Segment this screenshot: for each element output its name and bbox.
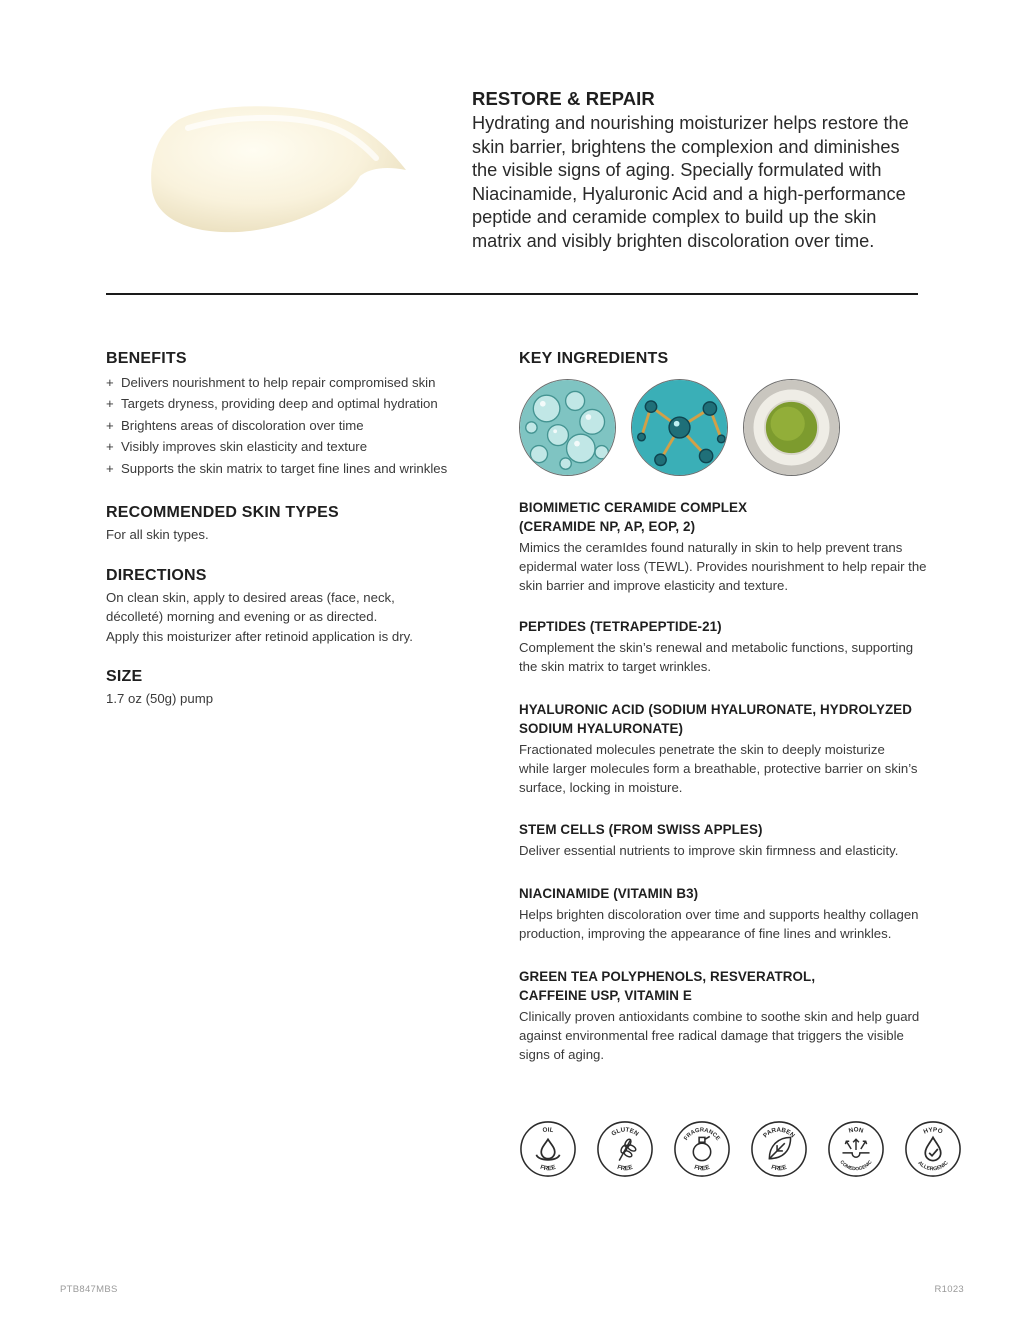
ingredient-name: HYALURONIC ACID (SODIUM HYALURONATE, HYDROLYZED SODIUM HYALURONATE) [519, 702, 913, 736]
oil-free-badge [519, 1118, 577, 1180]
footer-left-code: PTB847MBS [60, 1284, 118, 1295]
drop-check-icon [925, 1137, 940, 1160]
svg-text:HYPO: HYPO [922, 1126, 944, 1136]
left-column [106, 350, 486, 709]
skin-types-text: For all skin types. [106, 527, 209, 543]
skin-types-heading: RECOMMENDED SKIN TYPES [106, 504, 339, 522]
directions-text: On clean skin, apply to desired areas (face, neck, décolleté) morning and evening or as directed. Apply this moisturizer after retinoid application is dry. [106, 589, 413, 644]
svg-text:NON: NON [847, 1126, 865, 1135]
molecule-image [631, 379, 728, 476]
benefits-heading: BENEFITS [106, 350, 187, 367]
benefits-list [106, 372, 486, 479]
ingredient-name: PEPTIDES (TETRAPEPTIDE-21) [519, 619, 722, 634]
ingredient-name: GREEN TEA POLYPHENOLS, RESVERATROL, CAFFEINE USP, VITAMIN E [519, 969, 816, 1003]
ingredient-item [519, 498, 959, 595]
svg-text:OIL: OIL [542, 1126, 555, 1135]
ingredient-item [519, 617, 959, 676]
svg-text:FREE: FREE [539, 1163, 557, 1173]
hero-section [472, 88, 922, 254]
footer-right-code: R1023 [934, 1284, 964, 1295]
ingredient-name: BIOMIMETIC CERAMIDE COMPLEX (CERAMIDE NP, AP, EOP, 2) [519, 500, 748, 534]
pore-icon [842, 1139, 869, 1157]
perfume-bottle-icon [693, 1136, 710, 1160]
plus-icon: + [106, 375, 114, 390]
ingredient-description: Complement the skin’s renewal and metabolic functions, supporting the skin matrix to target wrinkles. [519, 640, 914, 674]
badges-row [519, 1118, 964, 1180]
bubbles-image [519, 379, 616, 476]
paraben-free-badge [750, 1118, 808, 1180]
plus-icon: + [106, 439, 114, 455]
leaf-icon [769, 1137, 790, 1158]
cream-swatch-image [148, 100, 410, 240]
ingredient-images [519, 379, 959, 476]
list-item: + Brightens areas of discoloration over time [106, 415, 486, 436]
plus-icon: + [106, 417, 114, 433]
ingredient-item [519, 967, 959, 1064]
ingredient-description: Clinically proven antioxidants combine to soothe skin and help guard against environmental free radical damage that triggers the visible signs of aging. [519, 1009, 920, 1062]
hypoallergenic-badge [904, 1118, 962, 1180]
plus-icon: + [106, 460, 114, 476]
gluten-free-badge [596, 1118, 654, 1180]
ingredient-description: Mimics the ceramIdes found naturally in skin to help prevent trans epidermal water loss (TEWL). Provides nourishment to help repair the skin barrier and improve elasticity and texture. [519, 540, 927, 593]
ingredient-item [519, 700, 959, 797]
svg-text:FREE: FREE [693, 1163, 711, 1173]
size-text: 1.7 oz (50g) pump [106, 691, 214, 707]
list-item: + Supports the skin matrix to target fine lines and wrinkles [106, 458, 486, 479]
svg-text:FRAGRANCE: FRAGRANCE [683, 1127, 721, 1142]
non-comedogenic-badge [827, 1118, 885, 1180]
svg-text:FREE: FREE [770, 1163, 788, 1173]
svg-text:PARABEN: PARABEN [761, 1126, 796, 1140]
ingredient-name: NIACINAMIDE (VITAMIN B3) [519, 886, 699, 901]
product-description: Hydrating and nourishing moisturizer helps restore the skin barrier, brightens the complexion and diminishes the visible signs of aging. Specially formulated with Niacinamide, Hyaluronic Acid and a high-performance peptide and ceramide complex to build up the skin matrix and visibly brighten discoloration over time. [472, 113, 909, 251]
list-item: + Delivers nourishment to help repair compromised skin [106, 372, 486, 393]
ingredient-description: Fractionated molecules penetrate the skin to deeply moisturize while larger molecules form a breathable, protective barrier on skin’s surface, locking in moisture. [519, 742, 918, 795]
list-item: + Targets dryness, providing deep and optimal hydration [106, 393, 486, 414]
ingredient-item [519, 820, 959, 860]
list-item: + Visibly improves skin elasticity and texture [106, 436, 486, 457]
matcha-image [743, 379, 840, 476]
ingredient-description: Deliver essential nutrients to improve skin firmness and elasticity. [519, 843, 899, 858]
svg-text:ALLERGENIC: ALLERGENIC [916, 1160, 950, 1173]
key-ingredients-section [519, 350, 959, 476]
svg-text:GLUTEN: GLUTEN [610, 1126, 640, 1138]
ingredient-name: STEM CELLS (FROM SWISS APPLES) [519, 822, 763, 837]
product-title: RESTORE & REPAIR [472, 88, 655, 109]
wheat-icon [619, 1138, 637, 1160]
ingredient-item [519, 884, 959, 943]
divider [106, 293, 918, 295]
ingredient-description: Helps brighten discoloration over time and supports healthy collagen production, improving the appearance of fine lines and wrinkles. [519, 907, 919, 941]
svg-text:FREE: FREE [616, 1163, 634, 1173]
svg-text:COMEDOGENIC: COMEDOGENIC [838, 1160, 874, 1173]
key-ingredients-heading: KEY INGREDIENTS [519, 350, 669, 367]
size-heading: SIZE [106, 668, 143, 686]
oil-drop-icon [536, 1139, 559, 1160]
plus-icon: + [106, 396, 114, 412]
fragrance-free-badge [673, 1118, 731, 1180]
directions-heading: DIRECTIONS [106, 566, 207, 584]
